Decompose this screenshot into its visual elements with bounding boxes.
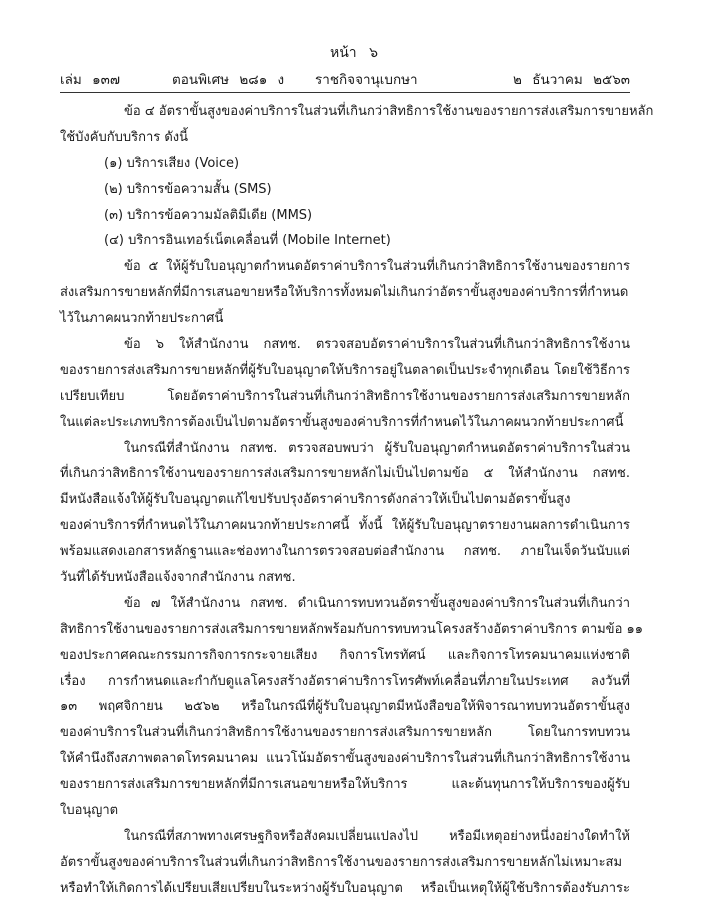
text-line: ข้อ ๗ ให้สำนักงาน กสทช. ดำเนินการทบทวนอัตราขั้นสูงของค่าบริการในส่วนที่เกินกว่า — [124, 595, 630, 611]
page-number: หน้า ๖ — [330, 45, 378, 61]
text-line: ในกรณีที่สำนักงาน กสทช. ตรวจสอบพบว่า ผู้รับใบอนุญาตกำหนดอัตราค่าบริการในส่วน — [124, 440, 630, 456]
text-line: พร้อมแสดงเอกสารหลักฐานและช่องทางในการตรวจสอบต่อสำนักงาน กสทช. ภายในเจ็ดวันนับแต่ — [60, 544, 630, 560]
text-line: ส่งเสริมการขายหลักที่มีการเสนอขายหรือให้บริการทั้งหมดไม่เกินกว่าอัตราขั้นสูงของค่าบริการที่กำหนด — [60, 285, 629, 301]
text-line: หรือทำให้เกิดการได้เปรียบเสียเปรียบในระหว่างผู้รับใบอนุญาต หรือเป็นเหตุให้ผู้ใช้บริการต้องรับภาระ — [60, 880, 630, 896]
text-line: สิทธิการใช้งานของรายการส่งเสริมการขายหลักพร้อมกับการทบทวนโครงสร้างอัตราค่าบริการ ตามข้อ ๑๑ — [60, 621, 644, 637]
text-line: ให้คำนึงถึงสภาพตลาดโทรคมนาคม แนวโน้มอัตราขั้นสูงของค่าบริการในส่วนที่เกินกว่าสิทธิการใช้งาน — [60, 751, 630, 767]
text-line: ๑๓ พฤศจิกายน ๒๕๖๒ หรือในกรณีที่ผู้รับใบอนุญาตมีหนังสือขอให้พิจารณาทบทวนอัตราขั้นสูง — [60, 699, 630, 715]
volume-number: เล่ม ๑๓๗ — [60, 72, 121, 88]
special-section: ตอนพิเศษ ๒๘๑ ง — [172, 72, 285, 88]
text-line: ข้อ ๔ อัตราขั้นสูงของค่าบริการในส่วนที่เกินกว่าสิทธิการใช้งานของรายการส่งเสริมการขายหลัก — [124, 104, 654, 119]
text-line: ของรายการส่งเสริมการขายหลักที่ผู้รับใบอนุญาตให้บริการอยู่ในตลาดเป็นประจำทุกเดือน โดยใช้วิธีการ — [60, 362, 630, 378]
text-line: เปรียบเทียบ โดยอัตราค่าบริการในส่วนที่เกินกว่าสิทธิการใช้งานของรายการส่งเสริมการขายหลัก — [60, 388, 630, 404]
publication-date: ๒ ธันวาคม ๒๕๖๓ — [513, 72, 630, 88]
text-line: (๑) บริการเสียง (Voice) — [104, 155, 240, 171]
text-line: ในกรณีที่สภาพทางเศรษฐกิจหรือสังคมเปลี่ยนแปลงไป หรือมีเหตุอย่างหนึ่งอย่างใดทำให้ — [124, 828, 630, 844]
text-line: ข้อ ๕ ให้ผู้รับใบอนุญาตกำหนดอัตราค่าบริการในส่วนที่เกินกว่าสิทธิการใช้งานของรายการ — [124, 259, 630, 275]
text-line: ของค่าบริการที่กำหนดไว้ในภาคผนวกท้ายประกาศนี้ ทั้งนี้ ให้ผู้รับใบอนุญาตรายงานผลการดำเนินการ — [60, 518, 630, 534]
gazette-header — [60, 66, 630, 93]
document-body — [60, 99, 654, 902]
text-line: ของประกาศคณะกรรมการกิจการกระจายเสียง กิจการโทรทัศน์ และกิจการโทรคมนาคมแห่งชาติ — [60, 647, 630, 663]
text-line: ไว้ในภาคผนวกท้ายประกาศนี้ — [60, 311, 224, 327]
text-line: ของค่าบริการในส่วนที่เกินกว่าสิทธิการใช้งานของรายการส่งเสริมการขายหลัก โดยในการทบทวน — [60, 725, 630, 741]
text-line: เรื่อง การกำหนดและกำกับดูแลโครงสร้างอัตราค่าบริการโทรศัพท์เคลื่อนที่ภายในประเทศ ลงวันที่ — [60, 673, 630, 689]
text-line: วันที่ได้รับหนังสือแจ้งจากสำนักงาน กสทช. — [60, 570, 296, 586]
text-line: อัตราขั้นสูงของค่าบริการในส่วนที่เกินกว่าสิทธิการใช้งานของรายการส่งเสริมการขายหลักไม่เหมาะสม — [60, 854, 623, 870]
text-line: ใช้บังคับกับบริการ ดังนี้ — [60, 129, 189, 145]
text-line: ที่เกินกว่าสิทธิการใช้งานของรายการส่งเสริมการขายหลักไม่เป็นไปตามข้อ ๕ ให้สำนักงาน กสทช. — [60, 466, 630, 482]
publication-name: ราชกิจจานุเบกษา — [315, 72, 418, 88]
text-line: ของรายการส่งเสริมการขายหลักที่มีการเสนอขายหรือให้บริการ และต้นทุนการให้บริการของผู้รับ — [60, 777, 630, 793]
text-line: (๓) บริการข้อความมัลติมีเดีย (MMS) — [104, 207, 313, 223]
text-line: (๔) บริการอินเทอร์เน็ตเคลื่อนที่ (Mobile Internet) — [104, 233, 391, 249]
text-line: ในแต่ละประเภทบริการต้องเป็นไปตามอัตราขั้นสูงของค่าบริการที่กำหนดไว้ในภาคผนวกท้ายประกาศนี้ — [60, 414, 624, 430]
text-line: มีหนังสือแจ้งให้ผู้รับใบอนุญาตแก้ไขปรับปรุงอัตราค่าบริการดังกล่าวให้เป็นไปตามอัตราขั้นสูง — [60, 492, 571, 508]
text-line: ใบอนุญาต — [60, 803, 119, 819]
text-line: (๒) บริการข้อความสั้น (SMS) — [104, 181, 272, 197]
text-line: ข้อ ๖ ให้สำนักงาน กสทช. ตรวจสอบอัตราค่าบริการในส่วนที่เกินกว่าสิทธิการใช้งาน — [124, 337, 630, 353]
